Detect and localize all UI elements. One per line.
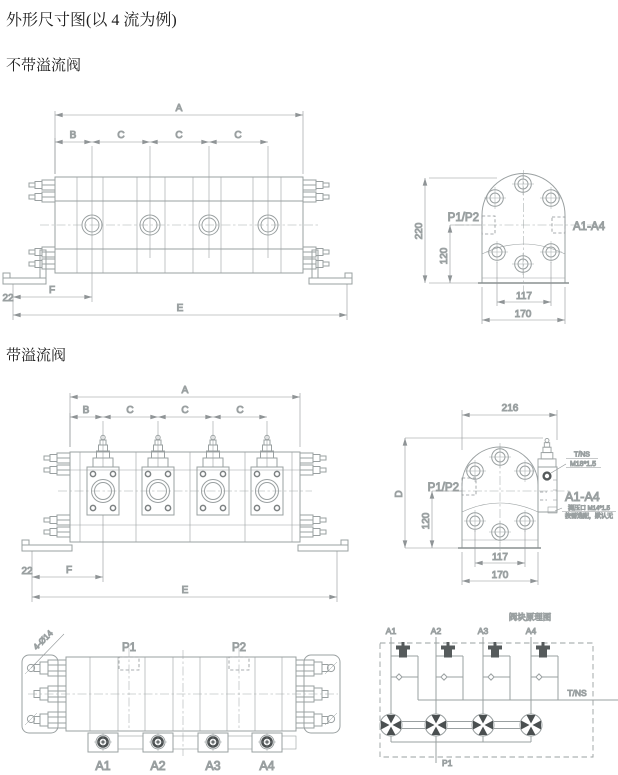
dim-label-22: 22 [21,566,33,577]
dim-label-f: F [65,565,73,576]
relief-valve-modules [87,435,283,515]
sch-label-a1: A1 [385,626,397,636]
bolt-hole [484,187,506,209]
label-a1a4: A1-A4 [565,490,600,504]
dim-label-117: 117 [516,291,532,302]
view-front-with-relief [21,385,348,602]
dim-label-e: E [181,585,189,596]
label-p1p2: P1/P2 [447,212,479,224]
label-p2: P2 [231,642,247,654]
dim-label-22: 22 [2,293,14,304]
label-outlet-a1: A1 [95,759,111,773]
outlet-port [94,733,112,751]
dim-label-d: D [394,490,405,498]
label-a1a4: A1-A4 [573,221,605,233]
label-outlet-a2: A2 [150,759,166,773]
relief-valve-symbol [391,642,418,700]
dim-label-c2: C [181,405,189,416]
dim-label-e: E [176,303,184,314]
side-relief-module [538,438,557,513]
bolt-cluster [29,180,55,202]
dim-label-c2: C [175,130,183,141]
dim-label-120: 120 [421,512,432,530]
dim-label-b: B [82,405,90,416]
dim-label-c1: C [117,130,125,141]
dim-label-b: B [69,130,77,141]
view-schematic [380,612,618,768]
sch-label-p1: P1 [442,758,453,768]
sch-label-a3: A3 [477,626,489,636]
dim-label-f: F [48,285,56,296]
dim-label-120: 120 [439,247,450,265]
schematic-title: 阀块原理图 [508,612,552,622]
sch-label-tns: T/NS [567,688,587,698]
page-title: 外形尺寸图(以 4 流为例) [6,12,177,29]
dim-label-117: 117 [492,552,508,563]
dim-label-a: A [181,385,189,396]
label-p1p2: P1/P2 [427,482,459,494]
view-side-no-relief [414,170,606,324]
dim-label-c3: C [236,405,244,416]
dim-label-170: 170 [491,570,509,581]
view-side-with-relief [394,403,616,585]
dim-label-a: A [175,103,183,114]
sch-label-a4: A4 [525,626,537,636]
label-mount-holes: 4-Ø14 [30,627,55,652]
section-heading-no-relief: 不带溢流阀 [6,58,82,74]
label-tns: T/NS [574,451,590,459]
note-pressure-port: 测压口 M14*1.5 [567,506,611,512]
dim-label-216: 216 [501,403,519,414]
dim-label-c1: C [126,405,134,416]
sch-label-a2: A2 [430,626,442,636]
note-optional: 按需选配，默认无 [564,514,614,520]
relief-adjuster [538,438,556,467]
dim-label-170: 170 [514,309,532,320]
section-heading-with-relief: 带溢流阀 [6,348,67,364]
bolt-cluster [44,453,70,475]
view-front-no-relief [2,103,352,320]
divider-section-symbol [380,714,402,736]
dim-label-c3: C [234,130,242,141]
outlet-blocks [88,733,296,752]
port-p-marker [462,478,476,495]
label-outlet-a4: A4 [259,759,275,773]
label-p1: P1 [121,642,137,654]
dim-label-220: 220 [414,222,425,240]
label-tns-thread: M18*1.5 [569,461,597,468]
view-top [22,628,340,773]
label-outlet-a3: A3 [205,759,221,773]
tns-port [544,473,551,480]
bolt-cluster [34,660,66,676]
